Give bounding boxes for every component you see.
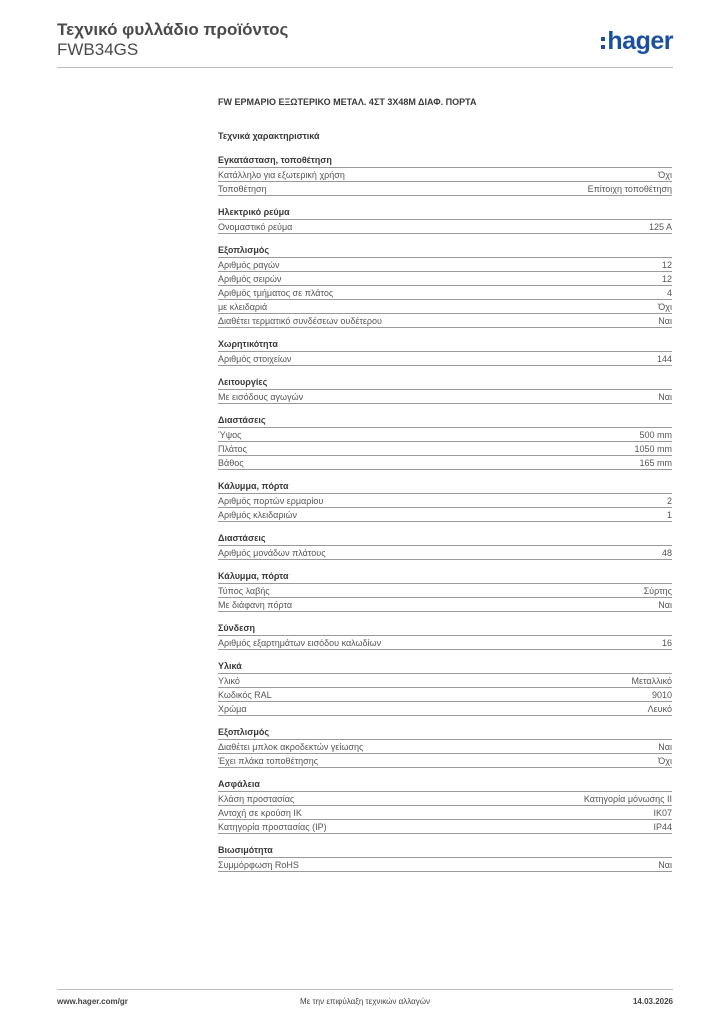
spec-section [218,622,672,650]
section-title: Ηλεκτρικό ρεύμα [218,207,290,217]
spec-label: Υλικό [218,676,240,686]
product-name: FW ΕΡΜΑΡΙΟ ΕΞΩΤΕΡΙΚΟ ΜΕΤΑΛ. 4ΣΤ 3Χ48Μ ΔΙΑΦ. ΠΟΡΤΑ [218,97,477,107]
section-title: Ασφάλεια [218,779,260,789]
spec-row [218,389,672,404]
section-rows [218,389,672,404]
spec-row [218,299,672,313]
spec-section [218,660,672,716]
spec-row [218,313,672,328]
section-rows [218,493,672,522]
spec-value: IK07 [653,808,672,818]
section-title: Διαστάσεις [218,533,266,543]
spec-value: 125 A [648,222,672,232]
footer-disclaimer: Με την επιφύλαξη τεχνικών αλλαγών [300,997,430,1006]
spec-section [218,338,672,366]
page-header [57,20,673,60]
spec-row [218,441,672,455]
spec-row [218,455,672,470]
spec-value: Σύρτης [643,586,672,596]
spec-label: Αριθμός κλειδαριών [218,510,298,520]
spec-section [218,570,672,612]
spec-section [218,414,672,470]
section-rows [218,351,672,366]
spec-value: Ναι [658,860,672,870]
spec-row [218,351,672,366]
section-rows [218,635,672,650]
logo-dots-icon [601,37,605,49]
spec-value: Όχι [658,170,672,180]
spec-value: Όχι [658,302,672,312]
spec-value: Ναι [658,742,672,752]
section-title: Κάλυμμα, πόρτα [218,571,289,581]
spec-row [218,219,672,234]
section-title: Διαστάσεις [218,415,266,425]
spec-row [218,819,672,834]
spec-label: Με διάφανη πόρτα [218,600,293,610]
spec-label: Κλάση προστασίας [218,794,295,804]
spec-label: Τύπος λαβής [218,586,270,596]
spec-row [218,285,672,299]
spec-value: Ναι [658,392,672,402]
spec-value: Ναι [658,600,672,610]
spec-label: με κλειδαριά [218,302,268,312]
section-rows [218,545,672,560]
spec-content [218,96,672,882]
spec-value: 9010 [651,690,672,700]
section-rows [218,857,672,872]
spec-value: 165 mm [639,458,672,468]
spec-label: Με εισόδους αγωγών [218,392,304,402]
hager-logo [601,26,673,56]
section-rows [218,167,672,196]
spec-section [218,778,672,834]
logo-text: hager [607,26,673,55]
footer-divider [57,989,673,990]
spec-row [218,583,672,597]
spec-row [218,597,672,612]
header-divider [57,67,673,68]
section-title: Χωρητικότητα [218,339,278,349]
spec-section [218,154,672,196]
section-title: Λειτουργίες [218,377,268,387]
spec-row [218,545,672,560]
spec-row [218,257,672,271]
spec-label: Αριθμός σειρών [218,274,282,284]
spec-row [218,271,672,285]
spec-row [218,167,672,181]
spec-section [218,844,672,872]
tech-characteristics-heading: Τεχνικά χαρακτηριστικά [218,131,320,141]
section-title: Εξοπλισμός [218,727,270,737]
spec-label: Έχει πλάκα τοποθέτησης [218,756,319,766]
spec-section [218,244,672,328]
section-rows [218,583,672,612]
spec-value: 144 [656,354,672,364]
spec-label: Διαθέτει τερματικό συνδέσεων ουδέτερου [218,316,382,326]
spec-label: Ύψος [218,430,242,440]
section-rows [218,739,672,768]
spec-label: Αριθμός στοιχείων [218,354,292,364]
spec-label: Κατηγορία προστασίας (IP) [218,822,327,832]
spec-row [218,635,672,650]
spec-value: Μεταλλικό [631,676,672,686]
spec-label: Συμμόρφωση RoHS [218,860,299,870]
spec-value: 500 mm [639,430,672,440]
spec-value: 48 [661,548,672,558]
spec-value: Κατηγορία μόνωσης II [583,794,672,804]
section-title: Κάλυμμα, πόρτα [218,481,289,491]
spec-row [218,427,672,441]
spec-value: 1 [666,510,672,520]
spec-section [218,480,672,522]
spec-row [218,687,672,701]
spec-value: Λευκό [647,704,672,714]
spec-label: Τοποθέτηση [218,184,267,194]
spec-value: Επίτοιχη τοποθέτηση [587,184,672,194]
spec-row [218,701,672,716]
footer-date: 14.03.2026 [632,997,673,1006]
spec-value: 4 [666,288,672,298]
spec-section [218,726,672,768]
spec-row [218,753,672,768]
spec-label: Αριθμός πορτών ερμαρίου [218,496,324,506]
spec-label: Βάθος [218,458,244,468]
spec-section [218,206,672,234]
spec-value: Όχι [658,756,672,766]
footer-website[interactable]: www.hager.com/gr [57,997,128,1006]
spec-label: Αντοχή σε κρούση IK [218,808,302,818]
document-title: Τεχνικό φυλλάδιο προϊόντος [57,20,289,39]
spec-row [218,181,672,196]
spec-row [218,791,672,805]
spec-label: Χρώμα [218,704,247,714]
spec-value: Ναι [658,316,672,326]
section-rows [218,257,672,328]
spec-sections [218,154,672,872]
spec-row [218,857,672,872]
spec-value: 2 [666,496,672,506]
section-title: Υλικά [218,661,242,671]
spec-value: 12 [661,274,672,284]
spec-label: Αριθμός τμήματος σε πλάτος [218,288,334,298]
section-rows [218,673,672,716]
spec-label: Πλάτος [218,444,247,454]
spec-row [218,739,672,753]
section-title: Εξοπλισμός [218,245,270,255]
section-rows [218,219,672,234]
section-rows [218,791,672,834]
section-rows [218,427,672,470]
spec-row [218,507,672,522]
section-title: Εγκατάσταση, τοποθέτηση [218,155,332,165]
spec-label: Κατάλληλο για εξωτερική χρήση [218,170,345,180]
spec-row [218,493,672,507]
spec-section [218,376,672,404]
spec-label: Αριθμός μονάδων πλάτους [218,548,326,558]
spec-row [218,673,672,687]
section-title: Σύνδεση [218,623,256,633]
product-code: FWB34GS [57,40,139,59]
spec-label: Αριθμός ραγών [218,260,280,270]
spec-value: 1050 mm [634,444,672,454]
page-footer [57,997,673,1011]
section-title: Βιωσιμότητα [218,845,273,855]
spec-label: Διαθέτει μπλοκ ακροδεκτών γείωσης [218,742,364,752]
spec-value: 12 [661,260,672,270]
spec-label: Ονομαστικό ρεύμα [218,222,293,232]
spec-row [218,805,672,819]
spec-value: IP44 [653,822,672,832]
spec-section [218,532,672,560]
spec-label: Αριθμός εξαρτημάτων εισόδου καλωδίων [218,638,382,648]
spec-label: Κωδικός RAL [218,690,272,700]
spec-value: 16 [661,638,672,648]
